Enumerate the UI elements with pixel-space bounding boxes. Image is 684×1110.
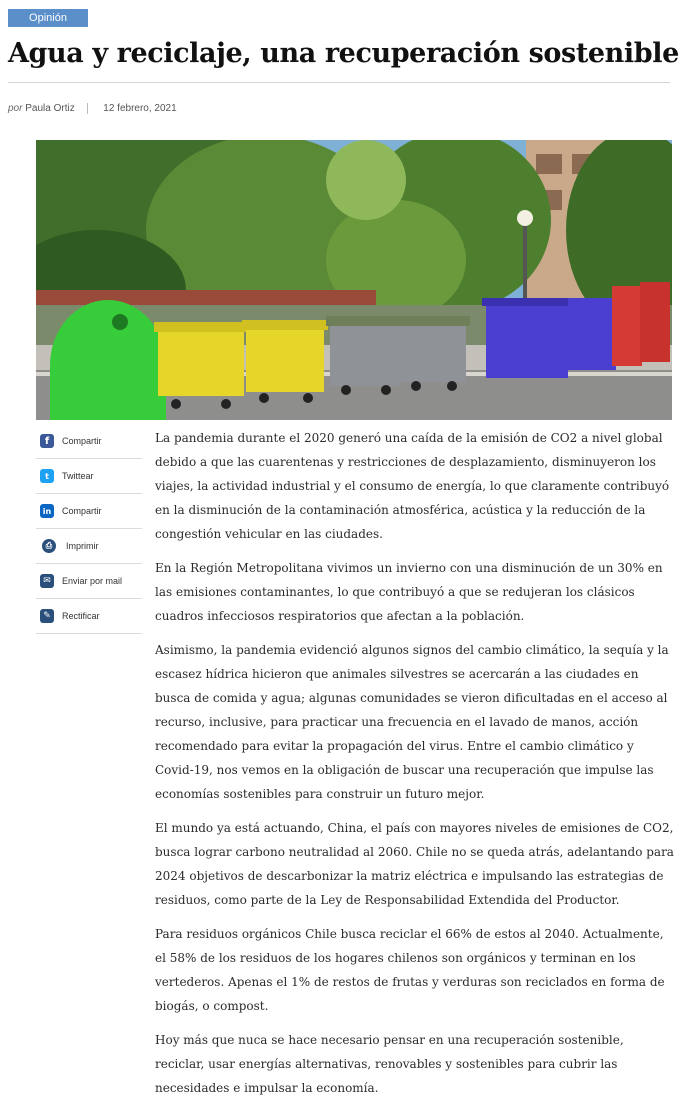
email-button[interactable] <box>36 564 142 599</box>
article-paragraph: Asimismo, la pandemia evidenció algunos signos del cambio climático, la sequía y la escasez hídrica hicieron que animales silvestres se acercarán a las ciudades en busca de comida y agua; algunas comunidades se vieron dificultadas en el acceso al recurso, inclusive, para practicar una frecuencia en el lavado de manos, acción recomendado para evitar la propagación del virus. Entre el cambio climático y Covid-19, nos vemos en la obligación de buscar una recuperación que impulse las economías sostenibles para construir un futuro mejor. <box>155 643 669 801</box>
share-twitter-button[interactable] <box>36 459 142 494</box>
share-facebook-button[interactable] <box>36 424 142 459</box>
share-label: Enviar por mail <box>62 576 123 586</box>
article-paragraph: La pandemia durante el 2020 generó una caída de la emisión de CO2 a nivel global debido a que las cuarentenas y restricciones de desplazamiento, disminuyeron los viajes, la actividad industrial y el consumo de energía, lo que claramente contribuyó en la disminución de la contaminación atmosférica, acústica y la reducción de la congestión vehicular en las ciudades. <box>155 431 670 541</box>
share-linkedin-button[interactable] <box>36 494 142 529</box>
print-button[interactable] <box>36 529 142 564</box>
byline-prefix: por <box>8 103 23 115</box>
share-label: Compartir <box>62 436 102 446</box>
article-paragraph: Hoy más que nuca se hace necesario pensar en una recuperación sostenible, reciclar, usar energías alternativas, renovables y sostenibles para cubrir las necesidades e impulsar la economía. <box>155 1033 624 1095</box>
byline <box>8 103 177 114</box>
facebook-icon: f <box>40 434 54 448</box>
share-label: Rectificar <box>62 611 100 621</box>
edit-icon: ✎ <box>40 609 54 623</box>
twitter-icon: t <box>40 469 54 483</box>
linkedin-icon: in <box>40 504 54 518</box>
share-sidebar <box>36 424 142 634</box>
mail-icon: ✉ <box>40 574 54 588</box>
share-label: Imprimir <box>66 541 99 551</box>
publish-date: 12 febrero, 2021 <box>103 103 177 115</box>
article-body <box>155 426 675 1110</box>
rectify-button[interactable] <box>36 599 142 634</box>
headline-divider <box>8 82 670 83</box>
section-tag[interactable]: Opinión <box>8 9 88 27</box>
article-headline: Agua y reciclaje, una recuperación sostenible <box>8 38 679 69</box>
share-label: Twittear <box>62 471 94 481</box>
article-paragraph: El mundo ya está actuando, China, el país con mayores niveles de emisiones de CO2, busca lograr carbono neutralidad al 2060. Chile no se queda atrás, adelantando para 2024 objetivos de descarbonizar la matriz eléctrica e impulsando las estrategias de residuos, como parte de la Ley de Responsabilidad Extendida del Productor. <box>155 821 674 907</box>
author-name[interactable]: Paula Ortiz <box>25 103 75 115</box>
byline-separator <box>87 103 88 114</box>
article-paragraph: Para residuos orgánicos Chile busca reciclar el 66% de estos al 2040. Actualmente, el 58% de los residuos de los hogares chilenos son orgánicos y terminan en los vertederos. Apenas el 1% de restos de frutas y verduras son reciclados en forma de biogás, o compost. <box>155 927 665 1013</box>
print-icon: ⎙ <box>42 539 56 553</box>
article-paragraph: En la Región Metropolitana vivimos un invierno con una disminución de un 30% en las emisiones contaminantes, lo que contribuyó a que se redujeran los clásicos cuadros infecciosos respiratorios que afectan a la población. <box>155 561 663 623</box>
share-label: Compartir <box>62 506 102 516</box>
hero-image <box>36 140 672 420</box>
